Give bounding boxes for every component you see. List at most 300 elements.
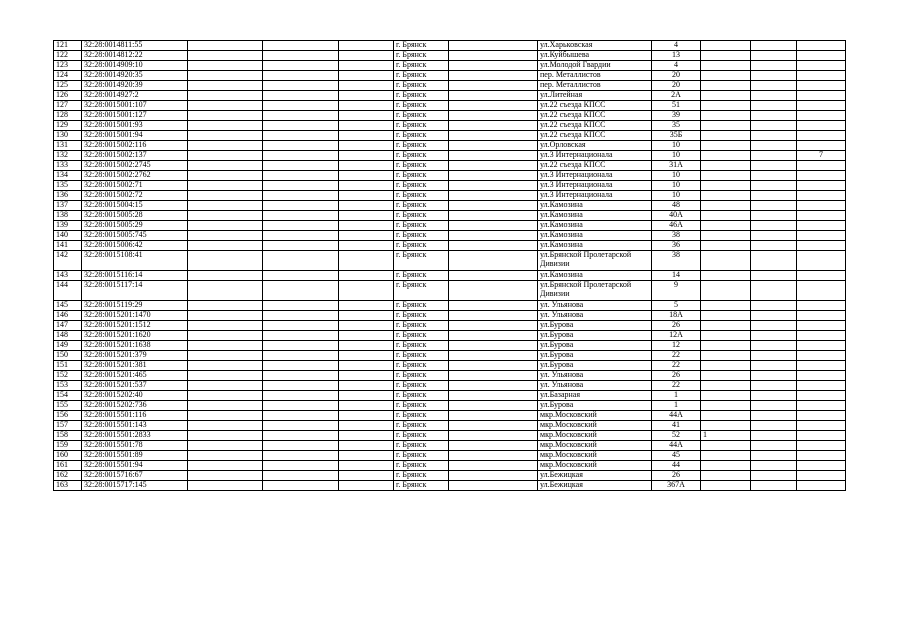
table-row <box>54 181 846 191</box>
empty-cell <box>188 71 263 81</box>
empty-cell <box>188 421 263 431</box>
empty-cell <box>751 301 797 311</box>
city-cell: г. Брянск <box>394 331 449 341</box>
row-number-cell: 152 <box>54 371 82 381</box>
empty-cell <box>188 131 263 141</box>
empty-cell <box>339 101 394 111</box>
extra-cell <box>701 101 751 111</box>
empty-cell <box>339 91 394 101</box>
empty-cell <box>751 81 797 91</box>
row-number-cell: 140 <box>54 231 82 241</box>
house-number-cell: 39 <box>652 111 701 121</box>
table-row <box>54 371 846 381</box>
last-cell <box>797 211 846 221</box>
street-cell: ул.3 Интернационала <box>538 191 652 201</box>
last-cell <box>797 181 846 191</box>
empty-cell <box>449 201 538 211</box>
last-cell <box>797 411 846 421</box>
house-number-cell: 4 <box>652 41 701 51</box>
last-cell <box>797 121 846 131</box>
city-cell: г. Брянск <box>394 341 449 351</box>
empty-cell <box>188 411 263 421</box>
cadastral-number-cell: 32:28:0015005:28 <box>82 211 188 221</box>
empty-cell <box>751 411 797 421</box>
empty-cell <box>339 221 394 231</box>
empty-cell <box>449 361 538 371</box>
cadastral-number-cell: 32:28:0015001:107 <box>82 101 188 111</box>
street-cell: ул.Бурова <box>538 341 652 351</box>
cadastral-number-cell: 32:28:0014811:55 <box>82 41 188 51</box>
empty-cell <box>263 281 339 301</box>
empty-cell <box>188 301 263 311</box>
empty-cell <box>263 141 339 151</box>
house-number-cell: 10 <box>652 181 701 191</box>
empty-cell <box>449 251 538 271</box>
row-number-cell: 147 <box>54 321 82 331</box>
street-cell: ул.Базарная <box>538 391 652 401</box>
empty-cell <box>339 141 394 151</box>
table-row <box>54 341 846 351</box>
empty-cell <box>263 361 339 371</box>
row-number-cell: 141 <box>54 241 82 251</box>
cadastral-number-cell: 32:28:0015202:736 <box>82 401 188 411</box>
street-cell: ул.Камозина <box>538 241 652 251</box>
house-number-cell: 44А <box>652 411 701 421</box>
cadastral-number-cell: 32:28:0015201:381 <box>82 361 188 371</box>
table-row <box>54 121 846 131</box>
house-number-cell: 44А <box>652 441 701 451</box>
empty-cell <box>751 171 797 181</box>
city-cell: г. Брянск <box>394 301 449 311</box>
table-row <box>54 91 846 101</box>
cadastral-number-cell: 32:28:0015002:116 <box>82 141 188 151</box>
house-number-cell: 22 <box>652 351 701 361</box>
table-row <box>54 81 846 91</box>
empty-cell <box>339 441 394 451</box>
row-number-cell: 127 <box>54 101 82 111</box>
empty-cell <box>263 471 339 481</box>
cadastral-number-cell: 32:28:0015119:29 <box>82 301 188 311</box>
table-row <box>54 391 846 401</box>
table-row <box>54 61 846 71</box>
table-row <box>54 51 846 61</box>
last-cell <box>797 201 846 211</box>
street-cell: ул.Брянской Пролетарской Дивизии <box>538 251 652 271</box>
empty-cell <box>263 191 339 201</box>
house-number-cell: 10 <box>652 191 701 201</box>
house-number-cell: 14 <box>652 271 701 281</box>
house-number-cell: 22 <box>652 381 701 391</box>
extra-cell <box>701 441 751 451</box>
empty-cell <box>339 471 394 481</box>
extra-cell <box>701 121 751 131</box>
table-row <box>54 411 846 421</box>
table-row <box>54 171 846 181</box>
empty-cell <box>339 341 394 351</box>
row-number-cell: 142 <box>54 251 82 271</box>
empty-cell <box>751 221 797 231</box>
empty-cell <box>188 441 263 451</box>
empty-cell <box>263 241 339 251</box>
last-cell <box>797 221 846 231</box>
street-cell: ул.Камозина <box>538 201 652 211</box>
empty-cell <box>188 451 263 461</box>
extra-cell <box>701 161 751 171</box>
empty-cell <box>188 481 263 491</box>
city-cell: г. Брянск <box>394 61 449 71</box>
street-cell: ул.Бурова <box>538 361 652 371</box>
empty-cell <box>449 51 538 61</box>
empty-cell <box>339 131 394 141</box>
row-number-cell: 161 <box>54 461 82 471</box>
cadastral-number-cell: 32:28:0015201:1620 <box>82 331 188 341</box>
empty-cell <box>188 341 263 351</box>
last-cell <box>797 281 846 301</box>
empty-cell <box>188 331 263 341</box>
empty-cell <box>449 431 538 441</box>
extra-cell <box>701 141 751 151</box>
empty-cell <box>339 111 394 121</box>
street-cell: ул.Бурова <box>538 321 652 331</box>
empty-cell <box>339 311 394 321</box>
empty-cell <box>339 81 394 91</box>
empty-cell <box>751 371 797 381</box>
cadastral-number-cell: 32:28:0015201:465 <box>82 371 188 381</box>
empty-cell <box>751 201 797 211</box>
table-row <box>54 211 846 221</box>
cadastral-number-cell: 32:28:0014812:22 <box>82 51 188 61</box>
last-cell <box>797 311 846 321</box>
cadastral-number-cell: 32:28:0015501:94 <box>82 461 188 471</box>
empty-cell <box>751 451 797 461</box>
empty-cell <box>263 301 339 311</box>
table-row <box>54 401 846 411</box>
empty-cell <box>263 411 339 421</box>
row-number-cell: 138 <box>54 211 82 221</box>
empty-cell <box>263 271 339 281</box>
empty-cell <box>751 461 797 471</box>
house-number-cell: 1 <box>652 391 701 401</box>
empty-cell <box>188 281 263 301</box>
empty-cell <box>449 151 538 161</box>
cadastral-number-cell: 32:28:0015002:72 <box>82 191 188 201</box>
extra-cell <box>701 361 751 371</box>
extra-cell <box>701 181 751 191</box>
extra-cell <box>701 381 751 391</box>
empty-cell <box>263 401 339 411</box>
empty-cell <box>339 391 394 401</box>
row-number-cell: 160 <box>54 451 82 461</box>
empty-cell <box>188 221 263 231</box>
row-number-cell: 145 <box>54 301 82 311</box>
table-row <box>54 311 846 321</box>
city-cell: г. Брянск <box>394 51 449 61</box>
city-cell: г. Брянск <box>394 181 449 191</box>
extra-cell <box>701 301 751 311</box>
empty-cell <box>188 191 263 201</box>
empty-cell <box>339 51 394 61</box>
city-cell: г. Брянск <box>394 111 449 121</box>
last-cell <box>797 191 846 201</box>
empty-cell <box>339 431 394 441</box>
cadastral-number-cell: 32:28:0015004:15 <box>82 201 188 211</box>
last-cell <box>797 111 846 121</box>
house-number-cell: 26 <box>652 321 701 331</box>
empty-cell <box>263 221 339 231</box>
empty-cell <box>751 331 797 341</box>
house-number-cell: 26 <box>652 471 701 481</box>
cadastral-number-cell: 32:28:0015005:29 <box>82 221 188 231</box>
table-row <box>54 451 846 461</box>
row-number-cell: 139 <box>54 221 82 231</box>
house-number-cell: 5 <box>652 301 701 311</box>
row-number-cell: 148 <box>54 331 82 341</box>
city-cell: г. Брянск <box>394 131 449 141</box>
empty-cell <box>339 241 394 251</box>
empty-cell <box>449 231 538 241</box>
empty-cell <box>339 321 394 331</box>
extra-cell <box>701 61 751 71</box>
table-row <box>54 191 846 201</box>
row-number-cell: 122 <box>54 51 82 61</box>
last-cell <box>797 271 846 281</box>
street-cell: ул.Камозина <box>538 271 652 281</box>
empty-cell <box>263 171 339 181</box>
last-cell <box>797 321 846 331</box>
street-cell: ул.Бурова <box>538 401 652 411</box>
city-cell: г. Брянск <box>394 321 449 331</box>
empty-cell <box>263 381 339 391</box>
extra-cell <box>701 451 751 461</box>
row-number-cell: 121 <box>54 41 82 51</box>
empty-cell <box>751 211 797 221</box>
table-row <box>54 41 846 51</box>
empty-cell <box>188 311 263 321</box>
empty-cell <box>263 371 339 381</box>
last-cell <box>797 161 846 171</box>
house-number-cell: 10 <box>652 151 701 161</box>
table-row <box>54 201 846 211</box>
street-cell: мкр.Московский <box>538 441 652 451</box>
row-number-cell: 154 <box>54 391 82 401</box>
empty-cell <box>339 381 394 391</box>
table-row <box>54 271 846 281</box>
row-number-cell: 130 <box>54 131 82 141</box>
table-row <box>54 241 846 251</box>
empty-cell <box>751 141 797 151</box>
empty-cell <box>188 391 263 401</box>
last-cell <box>797 451 846 461</box>
row-number-cell: 124 <box>54 71 82 81</box>
table-row <box>54 361 846 371</box>
empty-cell <box>263 441 339 451</box>
empty-cell <box>339 271 394 281</box>
extra-cell <box>701 81 751 91</box>
row-number-cell: 144 <box>54 281 82 301</box>
empty-cell <box>339 331 394 341</box>
table-row <box>54 301 846 311</box>
empty-cell <box>263 111 339 121</box>
row-number-cell: 129 <box>54 121 82 131</box>
empty-cell <box>449 451 538 461</box>
extra-cell <box>701 391 751 401</box>
house-number-cell: 13 <box>652 51 701 61</box>
table-row <box>54 101 846 111</box>
empty-cell <box>339 161 394 171</box>
row-number-cell: 163 <box>54 481 82 491</box>
register-table-body <box>54 41 846 491</box>
extra-cell <box>701 211 751 221</box>
empty-cell <box>449 211 538 221</box>
city-cell: г. Брянск <box>394 371 449 381</box>
empty-cell <box>188 81 263 91</box>
empty-cell <box>263 131 339 141</box>
house-number-cell: 20 <box>652 81 701 91</box>
city-cell: г. Брянск <box>394 461 449 471</box>
row-number-cell: 159 <box>54 441 82 451</box>
extra-cell <box>701 251 751 271</box>
empty-cell <box>339 281 394 301</box>
city-cell: г. Брянск <box>394 251 449 271</box>
empty-cell <box>188 351 263 361</box>
street-cell: ул. Ульянова <box>538 371 652 381</box>
cadastral-number-cell: 32:28:0015202:40 <box>82 391 188 401</box>
register-table <box>53 40 846 491</box>
empty-cell <box>188 41 263 51</box>
empty-cell <box>188 61 263 71</box>
last-cell <box>797 41 846 51</box>
cadastral-number-cell: 32:28:0015201:1638 <box>82 341 188 351</box>
empty-cell <box>449 71 538 81</box>
empty-cell <box>751 131 797 141</box>
city-cell: г. Брянск <box>394 471 449 481</box>
empty-cell <box>449 341 538 351</box>
empty-cell <box>188 141 263 151</box>
table-row <box>54 151 846 161</box>
empty-cell <box>263 481 339 491</box>
empty-cell <box>751 71 797 81</box>
row-number-cell: 132 <box>54 151 82 161</box>
empty-cell <box>751 41 797 51</box>
street-cell: ул. Ульянова <box>538 381 652 391</box>
table-row <box>54 331 846 341</box>
empty-cell <box>263 321 339 331</box>
table-row <box>54 131 846 141</box>
empty-cell <box>188 211 263 221</box>
city-cell: г. Брянск <box>394 141 449 151</box>
extra-cell <box>701 411 751 421</box>
empty-cell <box>449 181 538 191</box>
last-cell <box>797 441 846 451</box>
table-row <box>54 251 846 271</box>
empty-cell <box>751 361 797 371</box>
table-row <box>54 111 846 121</box>
street-cell: мкр.Московский <box>538 421 652 431</box>
house-number-cell: 38 <box>652 231 701 241</box>
cadastral-number-cell: 32:28:0015006:42 <box>82 241 188 251</box>
last-cell <box>797 131 846 141</box>
empty-cell <box>449 311 538 321</box>
empty-cell <box>339 191 394 201</box>
empty-cell <box>339 61 394 71</box>
empty-cell <box>751 181 797 191</box>
empty-cell <box>751 51 797 61</box>
table-row <box>54 471 846 481</box>
extra-cell <box>701 131 751 141</box>
empty-cell <box>751 241 797 251</box>
row-number-cell: 156 <box>54 411 82 421</box>
empty-cell <box>449 61 538 71</box>
cadastral-number-cell: 32:28:0015501:2833 <box>82 431 188 441</box>
empty-cell <box>449 411 538 421</box>
city-cell: г. Брянск <box>394 151 449 161</box>
empty-cell <box>188 181 263 191</box>
empty-cell <box>751 421 797 431</box>
empty-cell <box>339 461 394 471</box>
last-cell <box>797 141 846 151</box>
empty-cell <box>751 121 797 131</box>
cadastral-number-cell: 32:28:0015501:78 <box>82 441 188 451</box>
empty-cell <box>188 251 263 271</box>
empty-cell <box>449 281 538 301</box>
extra-cell <box>701 111 751 121</box>
table-row <box>54 481 846 491</box>
city-cell: г. Брянск <box>394 211 449 221</box>
empty-cell <box>188 111 263 121</box>
table-row <box>54 381 846 391</box>
table-row <box>54 351 846 361</box>
empty-cell <box>339 41 394 51</box>
empty-cell <box>263 201 339 211</box>
street-cell: ул.22 съезда КПСС <box>538 131 652 141</box>
empty-cell <box>263 211 339 221</box>
row-number-cell: 135 <box>54 181 82 191</box>
city-cell: г. Брянск <box>394 451 449 461</box>
empty-cell <box>449 101 538 111</box>
empty-cell <box>751 101 797 111</box>
street-cell: ул.Камозина <box>538 221 652 231</box>
empty-cell <box>188 361 263 371</box>
house-number-cell: 367А <box>652 481 701 491</box>
city-cell: г. Брянск <box>394 411 449 421</box>
city-cell: г. Брянск <box>394 361 449 371</box>
last-cell <box>797 241 846 251</box>
extra-cell <box>701 461 751 471</box>
extra-cell <box>701 331 751 341</box>
empty-cell <box>751 381 797 391</box>
empty-cell <box>188 171 263 181</box>
street-cell: ул.Бурова <box>538 351 652 361</box>
empty-cell <box>263 451 339 461</box>
row-number-cell: 133 <box>54 161 82 171</box>
city-cell: г. Брянск <box>394 351 449 361</box>
house-number-cell: 12А <box>652 331 701 341</box>
empty-cell <box>188 241 263 251</box>
extra-cell <box>701 421 751 431</box>
empty-cell <box>449 161 538 171</box>
cadastral-number-cell: 32:28:0015116:14 <box>82 271 188 281</box>
row-number-cell: 128 <box>54 111 82 121</box>
house-number-cell: 10 <box>652 141 701 151</box>
empty-cell <box>449 381 538 391</box>
empty-cell <box>263 391 339 401</box>
street-cell: мкр.Московский <box>538 411 652 421</box>
empty-cell <box>449 331 538 341</box>
city-cell: г. Брянск <box>394 71 449 81</box>
city-cell: г. Брянск <box>394 431 449 441</box>
cadastral-number-cell: 32:28:0015501:143 <box>82 421 188 431</box>
cadastral-number-cell: 32:28:0015001:127 <box>82 111 188 121</box>
